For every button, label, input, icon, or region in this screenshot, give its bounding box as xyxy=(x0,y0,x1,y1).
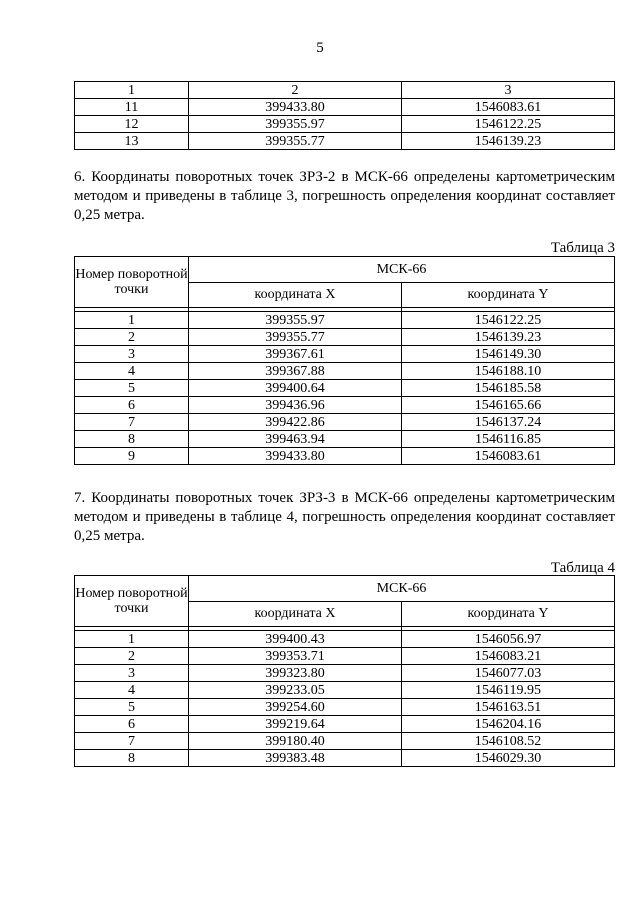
table-cell: 1546122.25 xyxy=(402,312,615,329)
table-cell: 1546163.51 xyxy=(402,699,615,716)
table-cell: 13 xyxy=(75,133,189,150)
table-row xyxy=(75,380,615,397)
table-cell: 1546108.52 xyxy=(402,733,615,750)
paragraph-6: 6. Координаты поворотных точек ЗРЗ-2 в МСК-66 определены картометрическим методом и приведены в таблице 3, погрешность определения координат составляет 0,25 метра. xyxy=(74,169,615,223)
table-cell: 399180.40 xyxy=(189,733,402,750)
table-cell: 399422.86 xyxy=(189,414,402,431)
header-coordinate-system: МСК-66 xyxy=(189,257,615,283)
table-cell: 4 xyxy=(75,682,189,699)
table-cell: 1546139.23 xyxy=(402,329,615,346)
table-cell: 1546185.58 xyxy=(402,380,615,397)
table-row xyxy=(75,312,615,329)
table3-caption: Таблица 3 xyxy=(550,240,615,256)
table-cell: 1546077.03 xyxy=(402,665,615,682)
table-cell: 1546188.10 xyxy=(402,363,615,380)
table-cell: 5 xyxy=(75,380,189,397)
column-number: 1 xyxy=(75,82,189,99)
table4-caption: Таблица 4 xyxy=(550,560,615,576)
table-cell: 399400.64 xyxy=(189,380,402,397)
table-row xyxy=(75,414,615,431)
table-cell: 2 xyxy=(75,329,189,346)
table-cell: 7 xyxy=(75,414,189,431)
table-cell: 3 xyxy=(75,665,189,682)
table-header-row xyxy=(75,82,615,99)
table-cell: 12 xyxy=(75,116,189,133)
table-cell: 8 xyxy=(75,431,189,448)
table-cell: 1546149.30 xyxy=(402,346,615,363)
table-row xyxy=(75,631,615,648)
table-cell: 1546139.23 xyxy=(402,133,615,150)
table-row xyxy=(75,699,615,716)
coordinates-table-3 xyxy=(74,256,615,465)
table-cell: 2 xyxy=(75,648,189,665)
table-row xyxy=(75,448,615,465)
header-x: координата X xyxy=(189,601,402,627)
table-cell: 1546029.30 xyxy=(402,750,615,767)
table-cell: 399383.48 xyxy=(189,750,402,767)
table-cell: 399433.80 xyxy=(189,99,402,116)
table-cell: 399233.05 xyxy=(189,682,402,699)
table-cell: 1 xyxy=(75,631,189,648)
table-cell: 8 xyxy=(75,750,189,767)
table-cell: 1546083.21 xyxy=(402,648,615,665)
column-number: 2 xyxy=(189,82,402,99)
table-cell: 6 xyxy=(75,397,189,414)
table-cell: 399323.80 xyxy=(189,665,402,682)
table-cell: 399355.77 xyxy=(189,329,402,346)
table-cell: 5 xyxy=(75,699,189,716)
table-cell: 399355.97 xyxy=(189,116,402,133)
header-y: координата Y xyxy=(402,282,615,308)
table-cell: 399219.64 xyxy=(189,716,402,733)
table-cell: 9 xyxy=(75,448,189,465)
table-cell: 1 xyxy=(75,312,189,329)
continuation-table xyxy=(74,81,615,150)
table-cell: 399355.77 xyxy=(189,133,402,150)
table-cell: 399367.88 xyxy=(189,363,402,380)
header-point-number: Номер поворотной точки xyxy=(75,257,189,308)
table-cell: 1546165.66 xyxy=(402,397,615,414)
table-row xyxy=(75,648,615,665)
table-row xyxy=(75,329,615,346)
table-row xyxy=(75,665,615,682)
table-cell: 1546116.85 xyxy=(402,431,615,448)
table-cell: 6 xyxy=(75,716,189,733)
table-cell: 399400.43 xyxy=(189,631,402,648)
header-y: координата Y xyxy=(402,601,615,627)
table-cell: 399463.94 xyxy=(189,431,402,448)
table-row xyxy=(75,431,615,448)
table-row xyxy=(75,133,615,150)
header-x: координата X xyxy=(189,282,402,308)
table-cell: 1546083.61 xyxy=(402,448,615,465)
table-row xyxy=(75,716,615,733)
table-cell: 399436.96 xyxy=(189,397,402,414)
table-cell: 399433.80 xyxy=(189,448,402,465)
table-row xyxy=(75,397,615,414)
table-row xyxy=(75,363,615,380)
table-row xyxy=(75,99,615,116)
table-row xyxy=(75,346,615,363)
table-row xyxy=(75,116,615,133)
header-coordinate-system: МСК-66 xyxy=(189,576,615,602)
table-cell: 1546137.24 xyxy=(402,414,615,431)
table-cell: 1546083.61 xyxy=(402,99,615,116)
table-cell: 399353.71 xyxy=(189,648,402,665)
table-row xyxy=(75,733,615,750)
table-cell: 1546122.25 xyxy=(402,116,615,133)
column-number: 3 xyxy=(402,82,615,99)
page-number: 5 xyxy=(316,40,324,56)
table-row xyxy=(75,750,615,767)
header-point-number: Номер поворотной точки xyxy=(75,576,189,627)
table-cell: 1546056.97 xyxy=(402,631,615,648)
table-cell: 7 xyxy=(75,733,189,750)
table-cell: 1546204.16 xyxy=(402,716,615,733)
table-cell: 4 xyxy=(75,363,189,380)
table-cell: 399355.97 xyxy=(189,312,402,329)
coordinates-table-4 xyxy=(74,575,615,767)
table-cell: 11 xyxy=(75,99,189,116)
table-cell: 3 xyxy=(75,346,189,363)
table-cell: 1546119.95 xyxy=(402,682,615,699)
table-cell: 399367.61 xyxy=(189,346,402,363)
table-cell: 399254.60 xyxy=(189,699,402,716)
paragraph-7: 7. Координаты поворотных точек ЗРЗ-3 в МСК-66 определены картометрическим методом и приведены в таблице 4, погрешность определения координат составляет 0,25 метра. xyxy=(74,490,615,544)
table-row xyxy=(75,682,615,699)
